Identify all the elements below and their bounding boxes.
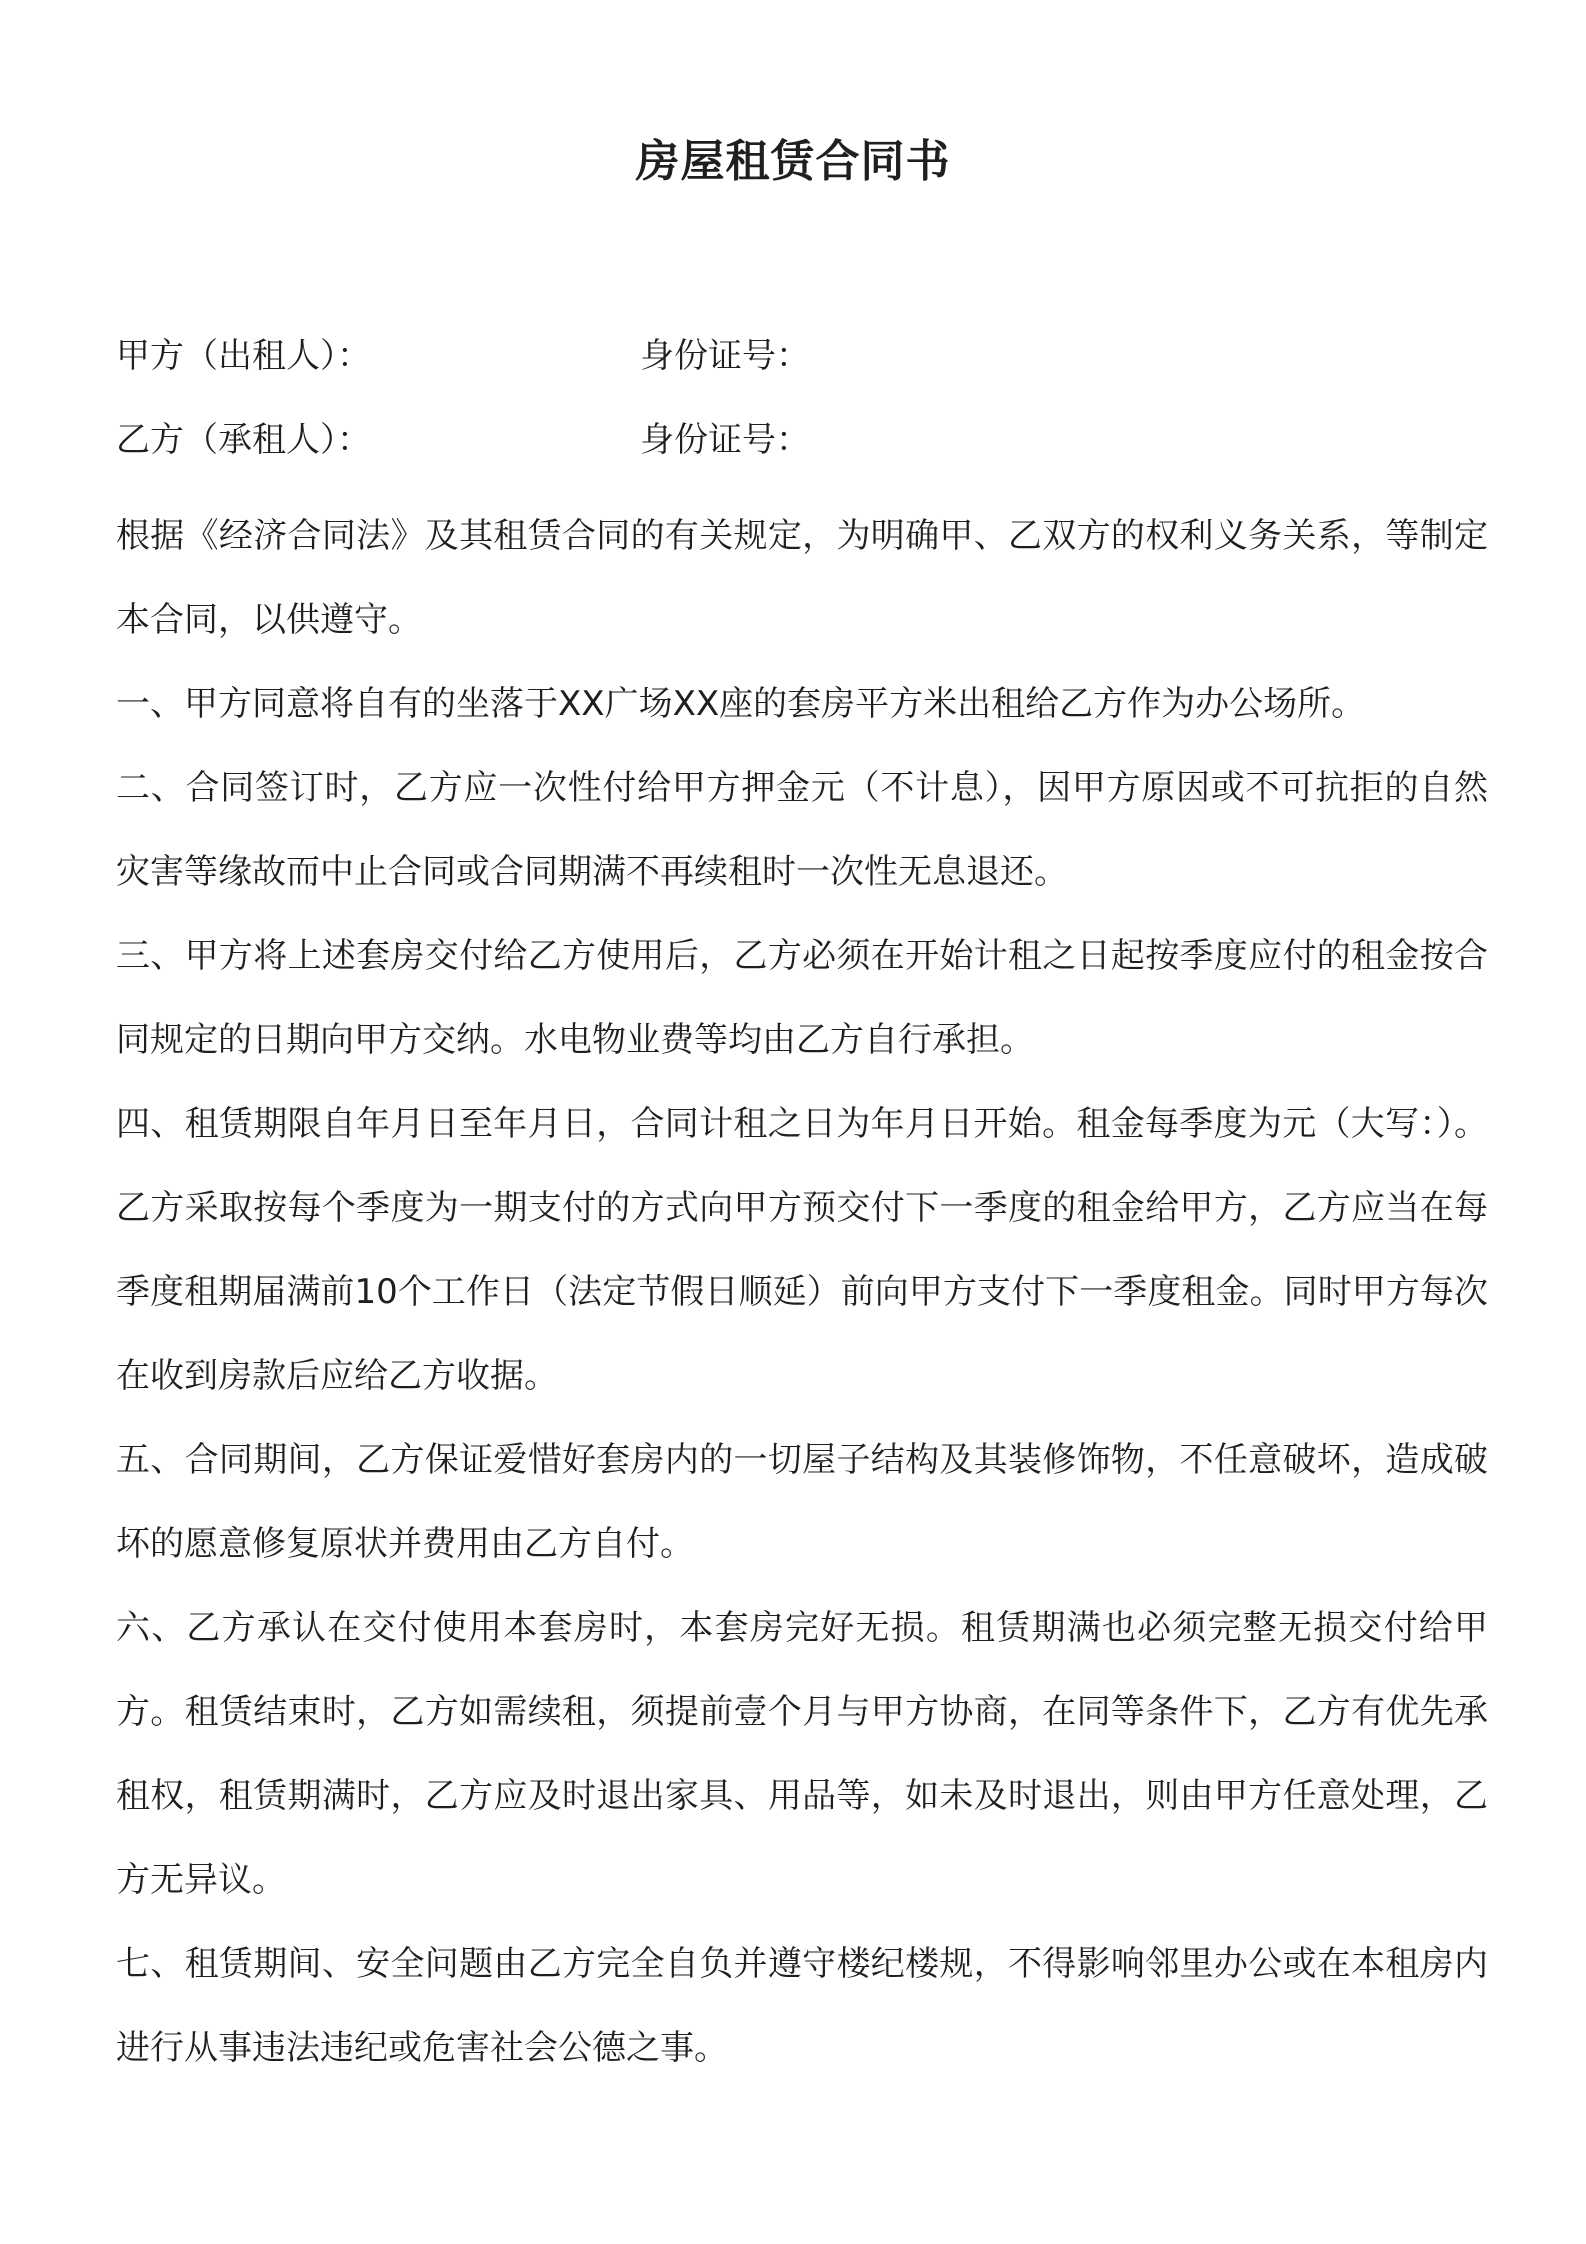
clause-3: 三、甲方将上述套房交付给乙方使用后，乙方必须在开始计租之日起按季度应付的租金按合同规定的日期向甲方交纳。水电物业费等均由乙方自行承担。 [116,936,1488,1060]
clause-6: 六、乙方承认在交付使用本套房时，本套房完好无损。租赁期满也必须完整无损交付给甲方。租赁结束时，乙方如需续租，须提前壹个月与甲方协商，在同等条件下，乙方有优先承租权，租赁期满时，乙方应及时退出家具、用品等，如未及时退出，则由甲方任意处理，乙方无异议。 [116,1608,1488,1900]
clause-2: 二、合同签订时，乙方应一次性付给甲方押金元（不计息），因甲方原因或不可抗拒的自然灾害等缘故而中止合同或合同期满不再续租时一次性无息退还。 [116,768,1488,892]
clause-4: 四、租赁期限自年月日至年月日，合同计租之日为年月日开始。租金每季度为元（大写：）。乙方采取按每个季度为一期支付的方式向甲方预交付下一季度的租金给甲方，乙方应当在每季度租期届满前10个工作日（法定节假日顺延）前向甲方支付下一季度租金。同时甲方每次在收到房款后应给乙方收据。 [116,1104,1488,1396]
party-a-label: 甲方（出租人）： [116,336,371,376]
clause-7: 七、租赁期间、安全问题由乙方完全自负并遵守楼纪楼规，不得影响邻里办公或在本租房内进行从事违法违纪或危害社会公德之事。 [116,1944,1488,2068]
party-a-id-label: 身份证号： [640,336,810,376]
party-b-id-label: 身份证号： [640,420,810,460]
document-title: 房屋租赁合同书 [635,136,951,187]
clause-1: 一、甲方同意将自有的坐落于XX广场XX座的套房平方米出租给乙方作为办公场所。 [116,684,1366,724]
preamble-paragraph: 根据《经济合同法》及其租赁合同的有关规定，为明确甲、乙双方的权利义务关系，等制定本合同，以供遵守。 [116,516,1488,640]
contract-body [116,494,1488,2090]
party-b-label: 乙方（承租人）： [116,420,371,460]
clause-5: 五、合同期间，乙方保证爱惜好套房内的一切屋子结构及其装修饰物，不任意破坏，造成破坏的愿意修复原状并费用由乙方自付。 [116,1440,1488,1564]
